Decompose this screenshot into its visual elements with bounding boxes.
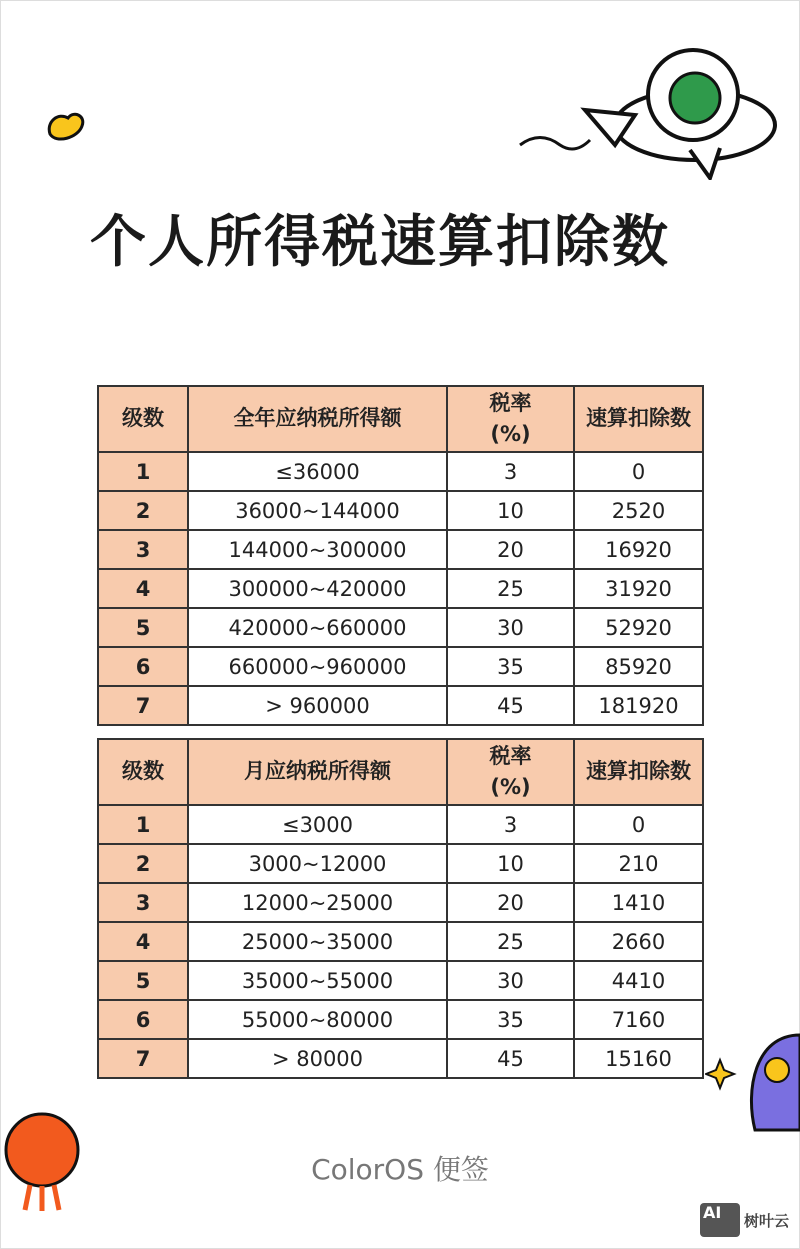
dinosaur-spaceship-sticker-icon	[515, 40, 785, 180]
header-rate: 税率 (%)	[447, 739, 574, 805]
deduction-cell: 2520	[574, 491, 703, 530]
rate-cell: 3	[447, 452, 574, 491]
income-range-cell: ≤36000	[188, 452, 447, 491]
table-row	[98, 569, 703, 608]
rate-cell: 25	[447, 922, 574, 961]
income-range-cell: 3000~12000	[188, 844, 447, 883]
deduction-cell: 0	[574, 805, 703, 844]
income-range-cell: > 960000	[188, 686, 447, 725]
level-cell: 6	[98, 647, 188, 686]
annual-tax-table	[97, 385, 704, 726]
deduction-cell: 52920	[574, 608, 703, 647]
header-deduction: 速算扣除数	[574, 739, 703, 805]
table-row	[98, 686, 703, 725]
table-row	[98, 1039, 703, 1078]
income-range-cell: 420000~660000	[188, 608, 447, 647]
table-row	[98, 883, 703, 922]
level-cell: 2	[98, 844, 188, 883]
level-cell: 4	[98, 922, 188, 961]
rate-cell: 35	[447, 647, 574, 686]
ai-badge-icon: AI	[700, 1203, 740, 1237]
bean-sticker-icon	[44, 108, 88, 146]
income-range-cell: 25000~35000	[188, 922, 447, 961]
income-range-cell: 660000~960000	[188, 647, 447, 686]
level-cell: 4	[98, 569, 188, 608]
level-cell: 6	[98, 1000, 188, 1039]
level-cell: 1	[98, 805, 188, 844]
level-cell: 5	[98, 608, 188, 647]
table-header-row	[98, 386, 703, 452]
table-row	[98, 844, 703, 883]
monthly-tax-table	[97, 738, 704, 1079]
table-header-row	[98, 739, 703, 805]
watermark-text: 树叶云	[744, 1211, 790, 1230]
purple-blob-sticker-icon	[705, 1030, 800, 1135]
deduction-cell: 16920	[574, 530, 703, 569]
level-cell: 7	[98, 686, 188, 725]
rate-cell: 25	[447, 569, 574, 608]
income-range-cell: ≤3000	[188, 805, 447, 844]
rate-cell: 20	[447, 883, 574, 922]
rate-cell: 3	[447, 805, 574, 844]
header-level: 级数	[98, 386, 188, 452]
rate-cell: 45	[447, 686, 574, 725]
table-row	[98, 608, 703, 647]
footer-app-name: ColorOS 便签	[311, 1153, 489, 1186]
level-cell: 5	[98, 961, 188, 1000]
income-range-cell: 144000~300000	[188, 530, 447, 569]
table-row	[98, 1000, 703, 1039]
ai-watermark	[700, 1203, 789, 1237]
income-range-cell: 12000~25000	[188, 883, 447, 922]
deduction-cell: 2660	[574, 922, 703, 961]
table-row	[98, 961, 703, 1000]
rate-cell: 10	[447, 844, 574, 883]
table-row	[98, 491, 703, 530]
deduction-cell: 7160	[574, 1000, 703, 1039]
header-income: 全年应纳税所得额	[188, 386, 447, 452]
deduction-cell: 1410	[574, 883, 703, 922]
deduction-cell: 4410	[574, 961, 703, 1000]
rate-cell: 30	[447, 961, 574, 1000]
level-cell: 3	[98, 883, 188, 922]
table-row	[98, 530, 703, 569]
deduction-cell: 31920	[574, 569, 703, 608]
header-rate: 税率 (%)	[447, 386, 574, 452]
header-income: 月应纳税所得额	[188, 739, 447, 805]
rate-cell: 20	[447, 530, 574, 569]
income-range-cell: 36000~144000	[188, 491, 447, 530]
level-cell: 3	[98, 530, 188, 569]
table-row	[98, 805, 703, 844]
header-deduction: 速算扣除数	[574, 386, 703, 452]
income-range-cell: 35000~55000	[188, 961, 447, 1000]
level-cell: 7	[98, 1039, 188, 1078]
deduction-cell: 0	[574, 452, 703, 491]
table-row	[98, 647, 703, 686]
income-range-cell: 55000~80000	[188, 1000, 447, 1039]
rate-cell: 35	[447, 1000, 574, 1039]
deduction-cell: 210	[574, 844, 703, 883]
level-cell: 1	[98, 452, 188, 491]
page-title: 个人所得税速算扣除数	[90, 210, 670, 275]
level-cell: 2	[98, 491, 188, 530]
income-range-cell: 300000~420000	[188, 569, 447, 608]
table-row	[98, 922, 703, 961]
rate-cell: 30	[447, 608, 574, 647]
deduction-cell: 85920	[574, 647, 703, 686]
header-level: 级数	[98, 739, 188, 805]
table-row	[98, 452, 703, 491]
rate-cell: 10	[447, 491, 574, 530]
rate-cell: 45	[447, 1039, 574, 1078]
deduction-cell: 15160	[574, 1039, 703, 1078]
income-range-cell: > 80000	[188, 1039, 447, 1078]
deduction-cell: 181920	[574, 686, 703, 725]
